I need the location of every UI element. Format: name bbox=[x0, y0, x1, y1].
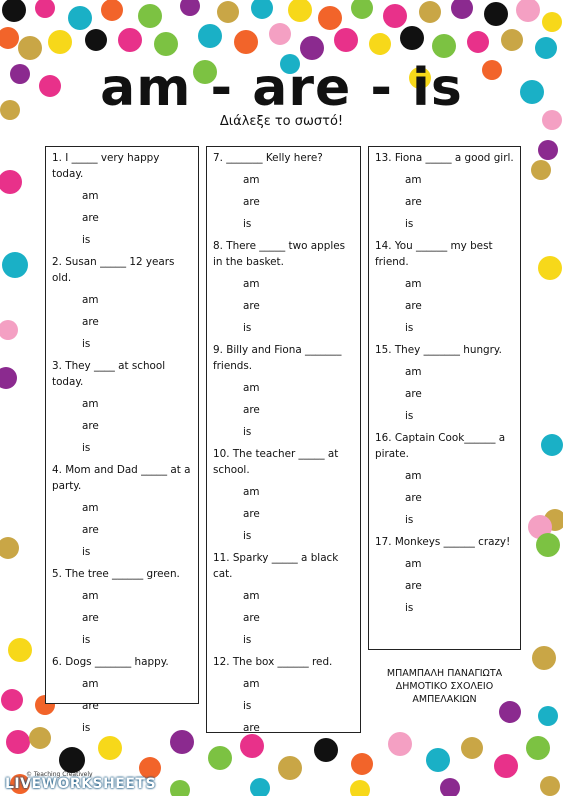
confetti-dot bbox=[2, 252, 28, 278]
answer-option-am[interactable]: am bbox=[405, 278, 422, 290]
confetti-dot bbox=[6, 730, 30, 754]
confetti-dot bbox=[461, 737, 483, 759]
answer-option-are[interactable]: are bbox=[243, 722, 260, 734]
answer-option-is[interactable]: is bbox=[243, 634, 252, 646]
question-text: 11. Sparky _____ a black cat. bbox=[213, 552, 339, 580]
confetti-dot bbox=[118, 28, 142, 52]
answer-option-are[interactable]: are bbox=[405, 196, 422, 208]
answer-option-is[interactable]: is bbox=[405, 218, 414, 230]
confetti-dot bbox=[383, 4, 407, 28]
question-text: 12. The box ______ red. bbox=[213, 656, 333, 668]
answer-option-are[interactable]: are bbox=[82, 700, 99, 712]
confetti-dot bbox=[208, 746, 232, 770]
copyright-note: © Teaching Creatively bbox=[26, 771, 93, 778]
confetti-dot bbox=[318, 6, 342, 30]
question-text: 1. I _____ very happy today. bbox=[52, 152, 160, 180]
confetti-dot bbox=[288, 0, 312, 22]
confetti-dot bbox=[538, 256, 562, 280]
confetti-dot bbox=[535, 37, 557, 59]
confetti-dot bbox=[538, 140, 558, 160]
question-text: 15. They _______ hungry. bbox=[375, 344, 502, 356]
confetti-dot bbox=[29, 727, 51, 749]
confetti-dot bbox=[541, 434, 563, 456]
question-column-3 bbox=[368, 146, 521, 650]
confetti-dot bbox=[180, 0, 200, 16]
answer-option-am[interactable]: am bbox=[405, 470, 422, 482]
answer-option-is[interactable]: is bbox=[243, 426, 252, 438]
answer-option-is[interactable]: is bbox=[82, 546, 91, 558]
question-text: 4. Mom and Dad _____ at a party. bbox=[52, 464, 191, 492]
confetti-dot bbox=[170, 780, 190, 796]
answer-option-is[interactable]: is bbox=[82, 634, 91, 646]
answer-option-is[interactable]: is bbox=[82, 234, 91, 246]
confetti-dot bbox=[198, 24, 222, 48]
confetti-dot bbox=[467, 31, 489, 53]
confetti-dot bbox=[484, 2, 508, 26]
question-text: 16. Captain Cook______ a pirate. bbox=[375, 432, 506, 460]
confetti-dot bbox=[531, 160, 551, 180]
confetti-dot bbox=[516, 0, 540, 22]
confetti-dot bbox=[154, 32, 178, 56]
question-text: 7. _______ Kelly here? bbox=[213, 152, 323, 164]
question-column-1 bbox=[45, 146, 199, 734]
answer-option-is[interactable]: is bbox=[243, 322, 252, 334]
question-text: 6. Dogs _______ happy. bbox=[52, 656, 169, 668]
answer-option-are[interactable]: are bbox=[82, 524, 99, 536]
confetti-dot bbox=[234, 30, 258, 54]
answer-option-are[interactable]: are bbox=[82, 212, 99, 224]
confetti-dot bbox=[494, 754, 518, 778]
confetti-dot bbox=[251, 0, 273, 19]
school-name: ΔΗΜΟΤΙΚΟ ΣΧΟΛΕΙΟ bbox=[395, 681, 494, 692]
confetti-dot bbox=[85, 29, 107, 51]
confetti-dot bbox=[0, 537, 19, 559]
answer-option-am[interactable]: am bbox=[243, 678, 260, 690]
confetti-dot bbox=[68, 6, 92, 30]
question-text: 8. There _____ two apples in the basket. bbox=[213, 240, 346, 268]
confetti-dot bbox=[501, 29, 523, 51]
answer-option-am[interactable]: am bbox=[82, 398, 99, 410]
confetti-dot bbox=[300, 36, 324, 60]
confetti-dot bbox=[59, 747, 85, 773]
answer-option-am[interactable]: am bbox=[243, 590, 260, 602]
question-text: 17. Monkeys ______ crazy! bbox=[375, 536, 511, 548]
answer-option-is[interactable]: is bbox=[82, 722, 91, 734]
answer-option-is[interactable]: is bbox=[405, 514, 414, 526]
answer-option-am[interactable]: am bbox=[405, 558, 422, 570]
answer-option-is[interactable]: is bbox=[405, 602, 414, 614]
answer-option-are[interactable]: are bbox=[405, 492, 422, 504]
confetti-dot bbox=[532, 646, 556, 670]
confetti-dot bbox=[138, 4, 162, 28]
answer-option-is[interactable]: is bbox=[82, 338, 91, 350]
confetti-dot bbox=[350, 780, 370, 796]
answer-option-are[interactable]: are bbox=[243, 300, 260, 312]
answer-option-am[interactable]: am bbox=[243, 278, 260, 290]
liveworksheets-logo: LIVEWORKSHEETS bbox=[5, 776, 157, 792]
confetti-dot bbox=[542, 12, 562, 32]
confetti-dot bbox=[526, 736, 550, 760]
answer-option-is[interactable]: is bbox=[405, 410, 414, 422]
answer-option-are[interactable]: are bbox=[243, 612, 260, 624]
confetti-dot bbox=[278, 756, 302, 780]
answer-option-am[interactable]: am bbox=[243, 174, 260, 186]
confetti-dot bbox=[269, 23, 291, 45]
confetti-dot bbox=[48, 30, 72, 54]
confetti-dot bbox=[388, 732, 412, 756]
confetti-dot bbox=[538, 706, 558, 726]
answer-option-are[interactable]: are bbox=[405, 580, 422, 592]
confetti-dot bbox=[426, 748, 450, 772]
confetti-dot bbox=[369, 33, 391, 55]
confetti-dot bbox=[540, 776, 560, 796]
answer-option-am[interactable]: am bbox=[243, 486, 260, 498]
answer-option-am[interactable]: am bbox=[405, 366, 422, 378]
question-text: 14. You ______ my best friend. bbox=[375, 240, 493, 268]
answer-option-is[interactable]: is bbox=[243, 700, 252, 712]
confetti-dot bbox=[250, 778, 270, 796]
author-name: ΜΠΑΜΠΑΛΗ ΠΑΝΑΓΙΩΤΑ bbox=[386, 668, 503, 679]
answer-option-am[interactable]: am bbox=[82, 502, 99, 514]
confetti-dot bbox=[217, 1, 239, 23]
confetti-dot bbox=[451, 0, 473, 19]
answer-option-are[interactable]: are bbox=[82, 316, 99, 328]
confetti-dot bbox=[351, 753, 373, 775]
confetti-dot bbox=[0, 367, 17, 389]
question-text: 5. The tree ______ green. bbox=[52, 568, 180, 580]
confetti-dot bbox=[0, 320, 18, 340]
answer-option-am[interactable]: am bbox=[82, 590, 99, 602]
confetti-dot bbox=[35, 0, 55, 18]
question-text: 3. They ____ at school today. bbox=[52, 360, 166, 388]
confetti-dot bbox=[351, 0, 373, 19]
confetti-dot bbox=[432, 34, 456, 58]
confetti-dot bbox=[419, 1, 441, 23]
answer-option-is[interactable]: is bbox=[243, 530, 252, 542]
answer-option-are[interactable]: are bbox=[243, 404, 260, 416]
confetti-dot bbox=[400, 26, 424, 50]
answer-option-are[interactable]: are bbox=[405, 388, 422, 400]
answer-option-am[interactable]: am bbox=[82, 190, 99, 202]
confetti-dot bbox=[18, 36, 42, 60]
answer-option-are[interactable]: are bbox=[243, 508, 260, 520]
confetti-dot bbox=[334, 28, 358, 52]
confetti-dot bbox=[0, 170, 22, 194]
answer-option-am[interactable]: am bbox=[405, 174, 422, 186]
answer-option-am[interactable]: am bbox=[82, 678, 99, 690]
question-text: 10. The teacher _____ at school. bbox=[213, 448, 339, 476]
confetti-dot bbox=[2, 0, 26, 22]
answer-option-are[interactable]: are bbox=[82, 612, 99, 624]
confetti-dot bbox=[101, 0, 123, 21]
answer-option-is[interactable]: is bbox=[82, 442, 91, 454]
question-text: 13. Fiona _____ a good girl. bbox=[375, 152, 514, 164]
answer-option-are[interactable]: are bbox=[243, 196, 260, 208]
author-credit bbox=[368, 667, 521, 706]
answer-option-are[interactable]: are bbox=[405, 300, 422, 312]
answer-option-is[interactable]: is bbox=[405, 322, 414, 334]
question-column-2 bbox=[206, 146, 361, 733]
confetti-dot bbox=[536, 533, 560, 557]
page-title: am - are - is bbox=[100, 58, 463, 118]
confetti-dot bbox=[8, 638, 32, 662]
confetti-dot bbox=[0, 27, 19, 49]
answer-option-are[interactable]: are bbox=[82, 420, 99, 432]
school-location: ΑΜΠΕΛΑΚΙΩΝ bbox=[412, 694, 477, 705]
answer-option-is[interactable]: is bbox=[243, 218, 252, 230]
question-text: 9. Billy and Fiona _______ friends. bbox=[213, 344, 342, 372]
answer-option-am[interactable]: am bbox=[243, 382, 260, 394]
answer-option-am[interactable]: am bbox=[82, 294, 99, 306]
instruction: Διάλεξε το σωστό! bbox=[219, 114, 344, 129]
question-text: 2. Susan _____ 12 years old. bbox=[52, 256, 175, 284]
confetti-dot bbox=[1, 689, 23, 711]
confetti-dot bbox=[440, 778, 460, 796]
